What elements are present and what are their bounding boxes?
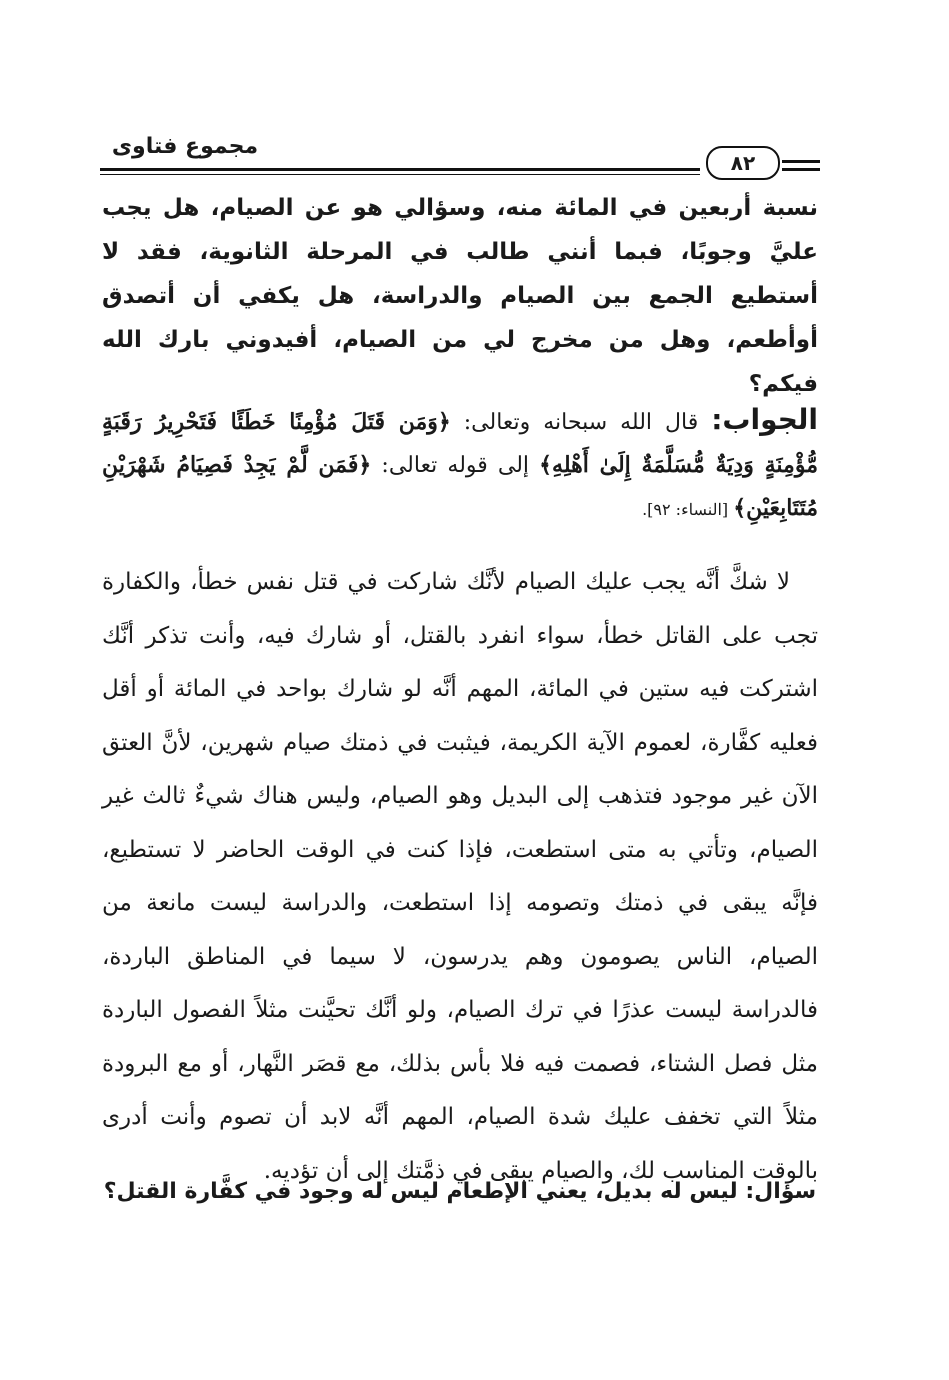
book-title: مجموع فتاوى — [111, 134, 259, 159]
header-rule-short — [782, 160, 820, 163]
follow-up-question: سؤال: ليس له بديل، يعني الإطعام ليس له وجود في كفَّارة القتل؟ — [103, 1179, 817, 1204]
header-rule — [100, 168, 700, 171]
page-number: ٨٢ — [706, 146, 780, 180]
answer-paragraph: لا شكَّ أنَّه يجب عليك الصيام لأنَّك شاركت في قتل نفس خطأ، والكفارة تجب على القاتل خطأ، سواء انفرد بالقتل، أو شارك فيه، وأنت تذكر أنَّك اشتركت فيه ستين في المائة، المهم أنَّه لو شارك بواحد في المائة أو أقل فعليه كفَّارة، لعموم الآية الكريمة، فيثبت في ذمتك صيام شهرين، لأنَّ العتق الآن غير موجود فتذهب إلى البديل وهو الصيام، وليس هناك شيءٌ ثالث غير الصيام، وتأتي به متى استطعت، فإذا كنت في الوقت الحاضر لا تستطيع، فإنَّه يبقى في ذمتك وتصومه إذا استطعت، والدراسة ليست مانعة من الصيام، الناس يصومون وهم يدرسون، لا سيما في المناطق الباردة، فالدراسة ليست عذرًا في ترك الصيام، ولو أنَّك تحيَّنت مثلاً الفصول الباردة مثل فصل الشتاء، فصمت فيه فلا بأس بذلك، مع قصَر النَّهار، أو مع البرودة مثلاً التي تخفف عليك شدة الصيام، المهم أنَّه لابد أن تصوم وأنت أدرى بالوقت المناسب لك، والصيام يبقى في ذمَّتك إلى أن تؤديه. — [102, 569, 818, 1184]
answer-label: الجواب: — [711, 403, 818, 436]
quran-verse-1: ﴿وَمَن قَتَلَ مُؤْمِنًا خَطَئًا فَتَحْرِيرُ رَقَبَةٍ مُّؤْمِنَةٍ وَدِيَةٌ مُّسَلَّمَةٌ إِلَىٰ أَهْلِهِ﴾ — [102, 409, 818, 478]
question-text: نسبة أربعين في المائة منه، وسؤالي هو عن الصيام، هل يجب عليَّ وجوبًا، فبما أنني طالب في المرحلة الثانوية، فقد لا أستطيع الجمع بين الصيام والدراسة، هل يكفي أن أتصدق أوأطعم، وهل من مخرج لي من الصيام، أفيدوني بارك الله فيكم؟ — [102, 195, 818, 397]
answer-intro — [102, 398, 818, 531]
answer-intro-text: قال الله سبحانه وتعالى: — [450, 410, 712, 435]
page-header — [100, 132, 820, 176]
verse-connector: إلى قوله تعالى: — [371, 453, 540, 478]
verse-citation: [النساء: ٩٢]. — [642, 500, 734, 519]
quran-verse-2: ﴿فَمَن لَّمْ يَجِدْ فَصِيَامُ شَهْرَيْنِ مُتَتَابِعَيْنِ﴾ — [102, 452, 818, 521]
answer-body — [102, 556, 818, 1198]
